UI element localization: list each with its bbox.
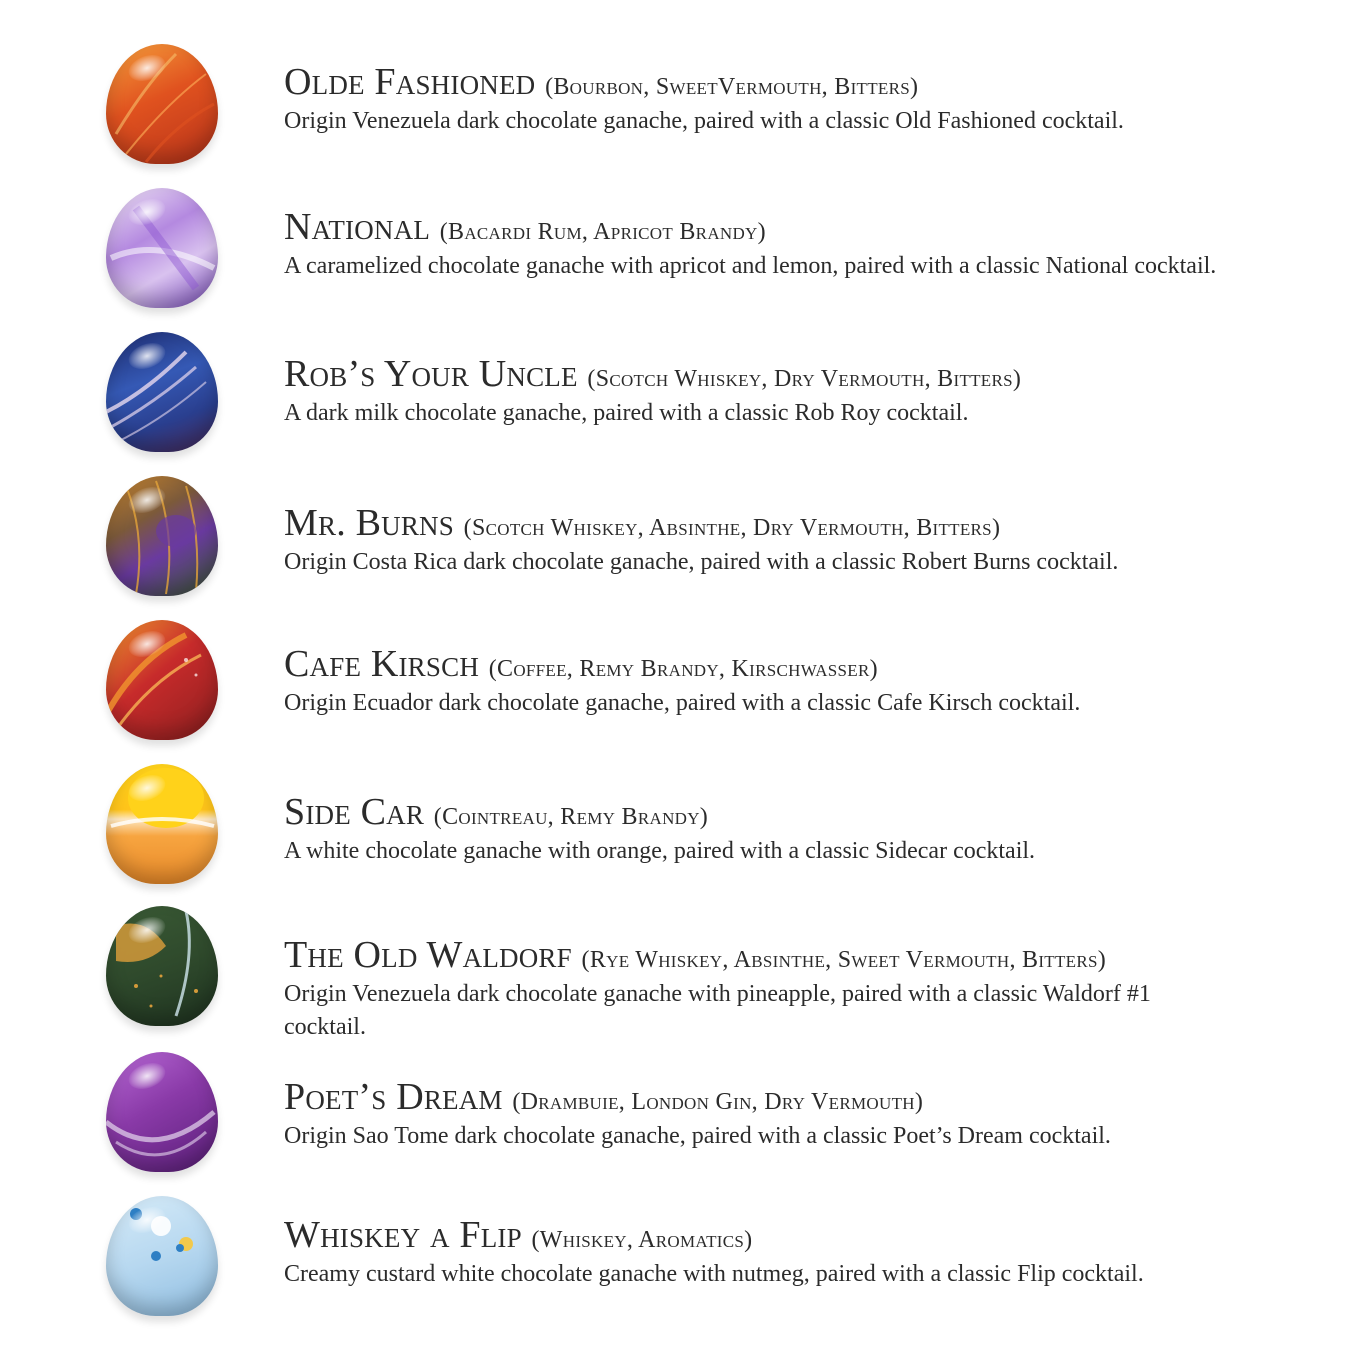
item-title (284, 644, 1290, 689)
item-name: Mr. Burns (284, 502, 454, 544)
bonbon-image (106, 764, 218, 884)
item-description: A caramelized chocolate ganache with apricot and lemon, paired with a classic National cocktail. (284, 253, 1217, 279)
item-name: Side Car (284, 791, 425, 833)
item-title (284, 207, 1290, 252)
item-ingredients: (Drambuie, London Gin, Dry Vermouth) (512, 1089, 924, 1115)
item-ingredients: (Rye Whiskey, Absinthe, Sweet Vermouth, Bitters) (581, 947, 1107, 973)
item-title (284, 935, 1290, 980)
item-description: Origin Venezuela dark chocolate ganache, paired with a classic Old Fashioned cocktail. (284, 108, 1124, 134)
item-ingredients: (Coffee, Remy Brandy, Kirschwasser) (488, 656, 878, 682)
bonbon-image (106, 332, 218, 452)
bonbon-image (106, 1196, 218, 1316)
item-description: Origin Ecuador dark chocolate ganache, paired with a classic Cafe Kirsch cocktail. (284, 690, 1081, 716)
item-title (284, 792, 1290, 837)
bonbon-image (106, 476, 218, 596)
item-name: National (284, 206, 431, 248)
bonbon-image (106, 906, 218, 1026)
item-title (284, 1215, 1290, 1260)
item-title (284, 1077, 1290, 1122)
item-name: Rob’s Your Uncle (284, 353, 578, 395)
item-title (284, 62, 1290, 107)
item-description: Origin Costa Rica dark chocolate ganache, paired with a classic Robert Burns cocktail. (284, 549, 1119, 575)
item-ingredients: (Whiskey, Aromatics) (531, 1227, 753, 1253)
item-description: Origin Venezuela dark chocolate ganache with pineapple, paired with a classic Waldorf #1 cocktail. (284, 981, 1151, 1040)
item-title (284, 503, 1290, 548)
item-name: Olde Fashioned (284, 61, 536, 103)
bonbon-image (106, 620, 218, 740)
item-ingredients: (Cointreau, Remy Brandy) (433, 804, 709, 830)
item-ingredients: (Bourbon, SweetVermouth, Bitters) (545, 74, 919, 100)
item-ingredients: (Bacardi Rum, Apricot Brandy) (439, 219, 766, 245)
bonbon-image (106, 44, 218, 164)
item-name: Poet’s Dream (284, 1076, 503, 1118)
item-name: Cafe Kirsch (284, 643, 480, 685)
item-ingredients: (Scotch Whiskey, Dry Vermouth, Bitters) (587, 366, 1022, 392)
item-ingredients: (Scotch Whiskey, Absinthe, Dry Vermouth, Bitters) (463, 515, 1001, 541)
item-description: A dark milk chocolate ganache, paired with a classic Rob Roy cocktail. (284, 400, 969, 426)
item-title (284, 354, 1290, 399)
item-name: Whiskey a Flip (284, 1214, 522, 1256)
item-description: Creamy custard white chocolate ganache with nutmeg, paired with a classic Flip cocktail. (284, 1261, 1144, 1287)
item-description: Origin Sao Tome dark chocolate ganache, paired with a classic Poet’s Dream cocktail. (284, 1123, 1111, 1149)
bonbon-image (106, 1052, 218, 1172)
item-name: The Old Waldorf (284, 934, 572, 976)
item-description: A white chocolate ganache with orange, paired with a classic Sidecar cocktail. (284, 838, 1036, 864)
bonbon-image (106, 188, 218, 308)
